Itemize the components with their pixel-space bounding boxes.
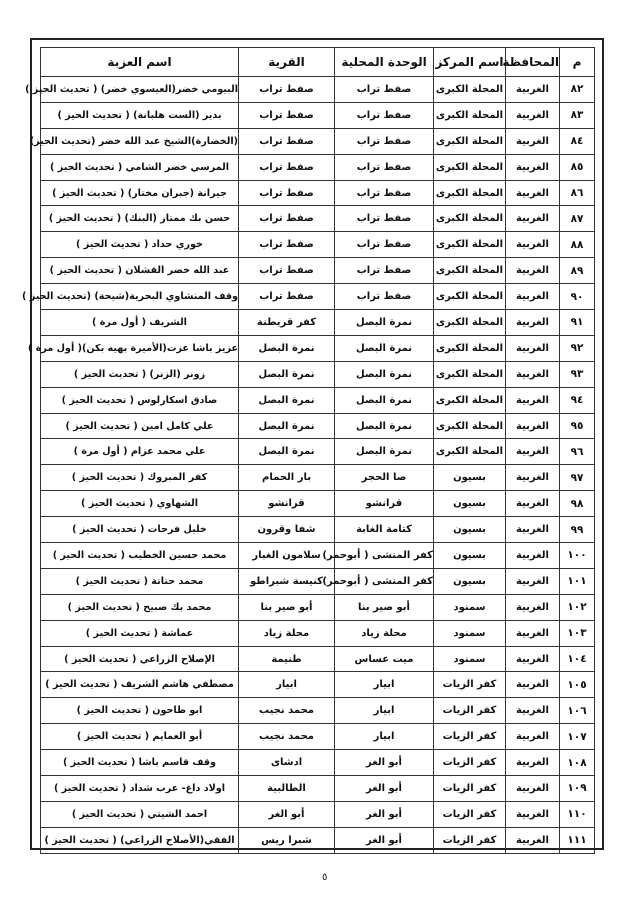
cell-center: المحلة الكبرى	[434, 154, 506, 180]
cell-village: محمد نجيب	[239, 698, 335, 724]
cell-local-unit: صفط تراب	[335, 284, 434, 310]
cell-village: صفط تراب	[239, 206, 335, 232]
cell-governorate: الغربية	[506, 801, 560, 827]
cell-center: بسيون	[434, 543, 506, 569]
cell-governorate: الغربية	[506, 335, 560, 361]
cell-governorate: الغربية	[506, 776, 560, 802]
table-row	[41, 206, 595, 232]
cell-village: نمرة البصل	[239, 361, 335, 387]
cell-num: ١٠٨	[560, 750, 595, 776]
cell-num: ٨٢	[560, 77, 595, 103]
cell-village: أبو صير بنا	[239, 594, 335, 620]
cell-governorate: الغربية	[506, 465, 560, 491]
table-row	[41, 128, 595, 154]
cell-center: كفر الزيات	[434, 698, 506, 724]
cell-estate: المرسي خضر الشامي ( تحديث الحيز )	[41, 154, 239, 180]
cell-center: سمنود	[434, 594, 506, 620]
cell-center: المحلة الكبرى	[434, 413, 506, 439]
cell-governorate: الغربية	[506, 180, 560, 206]
cell-estate: احمد الشيتي ( تحديث الحيز )	[41, 801, 239, 827]
table-row	[41, 543, 595, 569]
cell-governorate: الغربية	[506, 491, 560, 517]
cell-local-unit: صا الحجر	[335, 465, 434, 491]
cell-village: أبو الغر	[239, 801, 335, 827]
cell-village: صفط تراب	[239, 284, 335, 310]
cell-village: طنيمة	[239, 646, 335, 672]
cell-estate: أبو العمايم ( تحديث الحيز )	[41, 724, 239, 750]
cell-estate: مصطفي هاشم الشريف ( تحديث الحيز )	[41, 672, 239, 698]
cell-estate: خليل فرحات ( تحديث الحيز )	[41, 517, 239, 543]
table-row	[41, 568, 595, 594]
cell-estate: (الخضارة)الشيخ عبد الله خضر (تحديث الحيز)	[41, 128, 239, 154]
cell-local-unit: محلة زياد	[335, 620, 434, 646]
cell-num: ١٠٥	[560, 672, 595, 698]
cell-num: ١٠٢	[560, 594, 595, 620]
cell-num: ٨٦	[560, 180, 595, 206]
cell-village: شبرا ريس	[239, 827, 335, 853]
cell-village: محمد نجيب	[239, 724, 335, 750]
cell-village: ادشاى	[239, 750, 335, 776]
cell-local-unit: كفر المنشى ( أبوحمر)	[335, 568, 434, 594]
cell-local-unit: أبو الغر	[335, 827, 434, 853]
cell-estate: محمد بك صبيح ( تحديث الحيز )	[41, 594, 239, 620]
cell-local-unit: صفط تراب	[335, 154, 434, 180]
table-row	[41, 154, 595, 180]
cell-estate: عزيز باشا عزت(الأميرة بهيه بكن)( أول مرة )	[41, 335, 239, 361]
cell-governorate: الغربية	[506, 543, 560, 569]
cell-local-unit: نمرة البصل	[335, 310, 434, 336]
cell-center: كفر الزيات	[434, 801, 506, 827]
table-row	[41, 335, 595, 361]
cell-estate: علي كامل امين ( تحديث الحيز )	[41, 413, 239, 439]
table-header-row	[41, 48, 595, 77]
cell-governorate: الغربية	[506, 387, 560, 413]
cell-center: كفر الزيات	[434, 776, 506, 802]
cell-estate: كفر المبروك ( تحديث الحيز )	[41, 465, 239, 491]
cell-governorate: الغربية	[506, 620, 560, 646]
cell-governorate: الغربية	[506, 154, 560, 180]
cell-village: نمرة البصل	[239, 413, 335, 439]
cell-village: محلة زياد	[239, 620, 335, 646]
cell-local-unit: ابيار	[335, 698, 434, 724]
cell-governorate: الغربية	[506, 258, 560, 284]
cell-local-unit: صفط تراب	[335, 206, 434, 232]
cell-village: صفط تراب	[239, 154, 335, 180]
cell-center: سمنود	[434, 646, 506, 672]
header-estate: اسم العزبة	[41, 48, 239, 77]
cell-governorate: الغربية	[506, 77, 560, 103]
cell-estate: الشهاوي ( تحديث الحيز )	[41, 491, 239, 517]
cell-num: ٩٣	[560, 361, 595, 387]
cell-num: ١٠٩	[560, 776, 595, 802]
cell-estate: جيرانة (جبران مختار) ( تحديث الحيز )	[41, 180, 239, 206]
cell-governorate: الغربية	[506, 439, 560, 465]
cell-village: نمرة البصل	[239, 387, 335, 413]
cell-num: ١٠٤	[560, 646, 595, 672]
cell-local-unit: صفط تراب	[335, 77, 434, 103]
cell-local-unit: صفط تراب	[335, 102, 434, 128]
cell-local-unit: ابيار	[335, 724, 434, 750]
cell-estate: البيومي خضر(العيسوي خضر) ( تحديث الحيز )	[41, 77, 239, 103]
cell-village: صفط تراب	[239, 232, 335, 258]
estates-table	[22, 47, 595, 854]
table-row	[41, 517, 595, 543]
table-row	[41, 776, 595, 802]
cell-num: ٩٥	[560, 413, 595, 439]
cell-governorate: الغربية	[506, 594, 560, 620]
cell-estate: بدير (الست هلبانة) ( تحديث الحيز )	[41, 102, 239, 128]
cell-num: ٨٣	[560, 102, 595, 128]
cell-num: ٨٥	[560, 154, 595, 180]
cell-estate: صادق اسكارلوس ( تحديث الحيز )	[41, 387, 239, 413]
cell-num: ١٠١	[560, 568, 595, 594]
header-num: م	[560, 48, 595, 77]
cell-village: نمرة البصل	[239, 439, 335, 465]
cell-governorate: الغربية	[506, 413, 560, 439]
cell-estate: اولاد داغ- عرب شداد ( تحديث الحيز )	[41, 776, 239, 802]
cell-center: المحلة الكبرى	[434, 310, 506, 336]
cell-estate: محمد حتاتة ( تحديث الحيز )	[41, 568, 239, 594]
cell-num: ٩١	[560, 310, 595, 336]
cell-estate: ابو طاحون ( تحديث الحيز )	[41, 698, 239, 724]
cell-local-unit: نمرة البصل	[335, 361, 434, 387]
cell-center: بسيون	[434, 491, 506, 517]
table-row	[41, 594, 595, 620]
header-local-unit: الوحدة المحلية	[335, 48, 434, 77]
table-row	[41, 77, 595, 103]
cell-num: ٩٢	[560, 335, 595, 361]
cell-local-unit: صفط تراب	[335, 128, 434, 154]
cell-governorate: الغربية	[506, 102, 560, 128]
cell-local-unit: أبو الغر	[335, 776, 434, 802]
cell-local-unit: نمرة البصل	[335, 439, 434, 465]
cell-local-unit: نمرة البصل	[335, 335, 434, 361]
cell-governorate: الغربية	[506, 750, 560, 776]
cell-estate: علي محمد عزام ( أول مرة )	[41, 439, 239, 465]
cell-estate: الفقي(الأصلاح الزراعي) ( تحديث الحيز )	[41, 827, 239, 853]
cell-local-unit: نمرة البصل	[335, 413, 434, 439]
table-row	[41, 724, 595, 750]
cell-local-unit: قرانشو	[335, 491, 434, 517]
cell-local-unit: صفط تراب	[335, 232, 434, 258]
cell-governorate: الغربية	[506, 310, 560, 336]
cell-estate: خوري حداد ( تحديث الحيز )	[41, 232, 239, 258]
cell-estate: الشريف ( أول مرة )	[41, 310, 239, 336]
cell-num: ١٠٧	[560, 724, 595, 750]
cell-center: المحلة الكبرى	[434, 439, 506, 465]
header-village: القرية	[239, 48, 335, 77]
cell-governorate: الغربية	[506, 284, 560, 310]
table-row	[41, 413, 595, 439]
cell-center: المحلة الكبرى	[434, 232, 506, 258]
cell-num: ١١٠	[560, 801, 595, 827]
cell-num: ٨٤	[560, 128, 595, 154]
cell-center: المحلة الكبرى	[434, 335, 506, 361]
cell-center: كفر الزيات	[434, 672, 506, 698]
cell-center: المحلة الكبرى	[434, 180, 506, 206]
cell-local-unit: أبو الغر	[335, 801, 434, 827]
cell-village: صفط تراب	[239, 258, 335, 284]
cell-village: الطالبية	[239, 776, 335, 802]
cell-center: المحلة الكبرى	[434, 361, 506, 387]
cell-center: المحلة الكبرى	[434, 77, 506, 103]
cell-local-unit: أبو صير بنا	[335, 594, 434, 620]
cell-center: كفر الزيات	[434, 750, 506, 776]
cell-governorate: الغربية	[506, 724, 560, 750]
cell-center: سمنود	[434, 620, 506, 646]
table-row	[41, 258, 595, 284]
cell-governorate: الغربية	[506, 232, 560, 258]
cell-local-unit: صفط تراب	[335, 180, 434, 206]
cell-center: المحلة الكبرى	[434, 387, 506, 413]
cell-village: نمرة البصل	[239, 335, 335, 361]
cell-village: صفط تراب	[239, 128, 335, 154]
cell-governorate: الغربية	[506, 128, 560, 154]
cell-center: بسيون	[434, 465, 506, 491]
cell-estate: زونر (الزنر) ( تحديث الحيز )	[41, 361, 239, 387]
cell-num: ٩٠	[560, 284, 595, 310]
cell-local-unit: ابيار	[335, 672, 434, 698]
table-row	[41, 750, 595, 776]
table-row	[41, 491, 595, 517]
cell-local-unit: كفر المنشى ( أبوحمر)	[335, 543, 434, 569]
cell-num: ٩٦	[560, 439, 595, 465]
cell-num: ٩٨	[560, 491, 595, 517]
cell-governorate: الغربية	[506, 568, 560, 594]
cell-estate: عماشة ( تحديث الحيز )	[41, 620, 239, 646]
table-row	[41, 361, 595, 387]
cell-village: صفط تراب	[239, 102, 335, 128]
table-row	[41, 801, 595, 827]
cell-village: كفر قريطنة	[239, 310, 335, 336]
cell-governorate: الغربية	[506, 646, 560, 672]
cell-num: ١٠٣	[560, 620, 595, 646]
table-row	[41, 284, 595, 310]
cell-center: المحلة الكبرى	[434, 206, 506, 232]
cell-center: بسيون	[434, 517, 506, 543]
cell-estate: محمد حسين الخطيب ( تحديث الحيز )	[41, 543, 239, 569]
cell-num: ١٠٦	[560, 698, 595, 724]
table-row	[41, 827, 595, 853]
cell-local-unit: ميت عساس	[335, 646, 434, 672]
cell-estate: الإصلاح الزراعي ( تحديث الحيز )	[41, 646, 239, 672]
cell-num: ٩٩	[560, 517, 595, 543]
cell-village: قرانشو	[239, 491, 335, 517]
table-row	[41, 310, 595, 336]
table-row	[41, 387, 595, 413]
cell-governorate: الغربية	[506, 361, 560, 387]
cell-num: ٩٤	[560, 387, 595, 413]
cell-governorate: الغربية	[506, 517, 560, 543]
cell-num: ١٠٠	[560, 543, 595, 569]
header-center: اسم المركز	[434, 48, 506, 77]
table-row	[41, 620, 595, 646]
table-row	[41, 439, 595, 465]
cell-village: كنيسة شبراطو	[239, 568, 335, 594]
cell-center: كفر الزيات	[434, 827, 506, 853]
cell-village: بار الحمام	[239, 465, 335, 491]
cell-estate: وقف قاسم باشا ( تحديث الحيز )	[41, 750, 239, 776]
cell-center: المحلة الكبرى	[434, 258, 506, 284]
cell-num: ٨٩	[560, 258, 595, 284]
cell-local-unit: صفط تراب	[335, 258, 434, 284]
cell-village: ابيار	[239, 672, 335, 698]
cell-estate: عبد الله خضر القشلان ( تحديث الحيز )	[41, 258, 239, 284]
table-row	[41, 646, 595, 672]
cell-governorate: الغربية	[506, 672, 560, 698]
cell-governorate: الغربية	[506, 698, 560, 724]
cell-num: ٨٨	[560, 232, 595, 258]
cell-governorate: الغربية	[506, 827, 560, 853]
cell-village: صفط تراب	[239, 180, 335, 206]
cell-center: المحلة الكبرى	[434, 284, 506, 310]
cell-village: شفا وقرون	[239, 517, 335, 543]
cell-village: سلامون الغبار	[239, 543, 335, 569]
cell-local-unit: أبو الغر	[335, 750, 434, 776]
table-row	[41, 102, 595, 128]
cell-governorate: الغربية	[506, 206, 560, 232]
cell-num: ٩٧	[560, 465, 595, 491]
cell-num: ٨٧	[560, 206, 595, 232]
table-row	[41, 672, 595, 698]
table-row	[41, 465, 595, 491]
cell-local-unit: نمرة البصل	[335, 387, 434, 413]
cell-center: المحلة الكبرى	[434, 102, 506, 128]
cell-village: صفط تراب	[239, 77, 335, 103]
table-row	[41, 698, 595, 724]
cell-center: كفر الزيات	[434, 724, 506, 750]
cell-center: المحلة الكبرى	[434, 128, 506, 154]
cell-center: بسيون	[434, 568, 506, 594]
header-governorate: المحافظة	[506, 48, 560, 77]
page-number: ٥	[322, 872, 328, 883]
cell-estate: حسن بك ممتاز (البنك) ( تحديث الحيز )	[41, 206, 239, 232]
cell-local-unit: كتامة الغابة	[335, 517, 434, 543]
cell-estate: وقف المنشاوي البحرية(شيحة) (تحديث الحيز )	[41, 284, 239, 310]
table-row	[41, 180, 595, 206]
cell-num: ١١١	[560, 827, 595, 853]
table-row	[41, 232, 595, 258]
